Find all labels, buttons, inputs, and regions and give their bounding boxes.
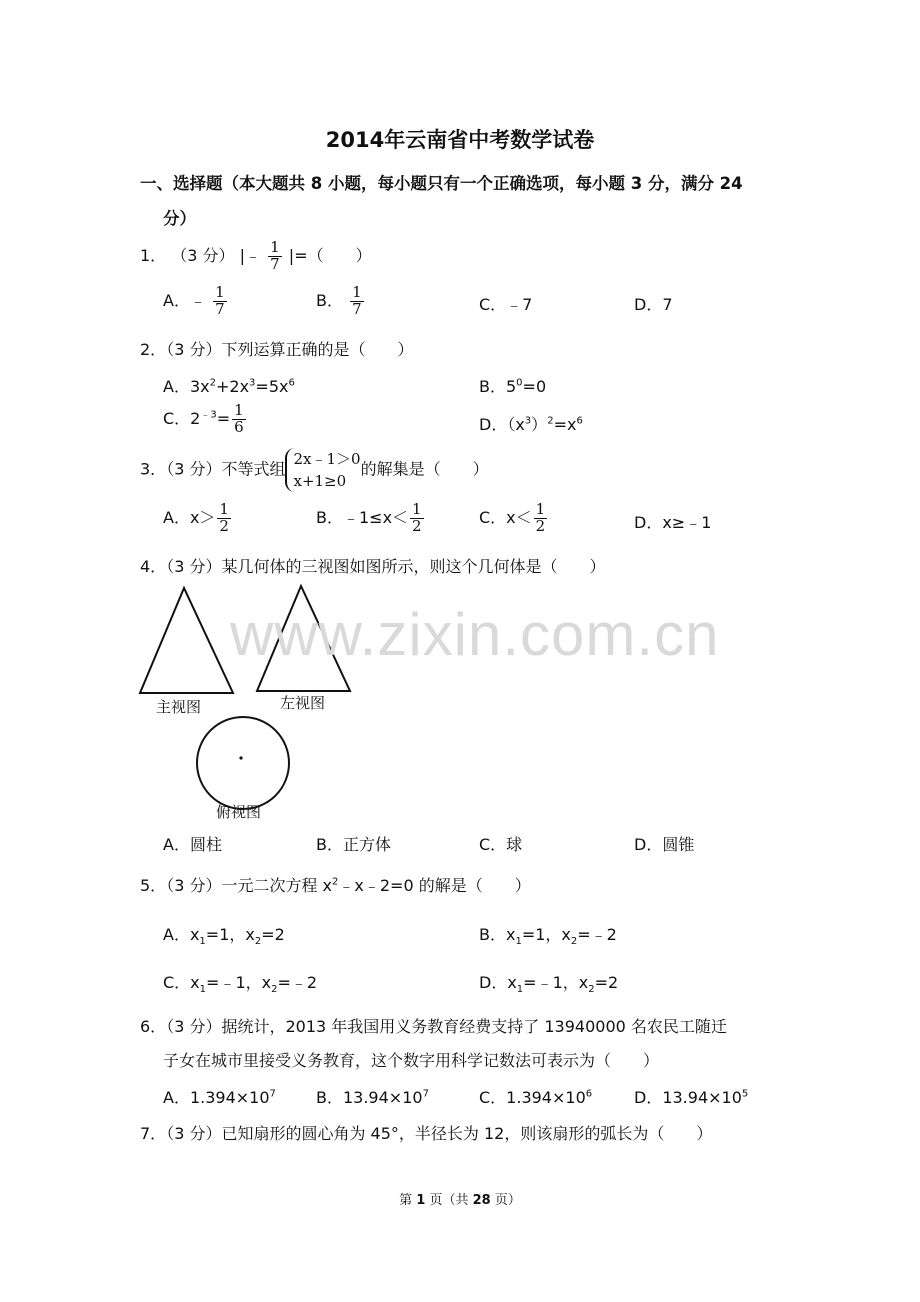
q6-option-c: C．$1.394\times 10^6$ (479, 1088, 593, 1107)
left-view-label: 左视图 (280, 694, 326, 712)
q2-option-b: B．$5^0=0$ (479, 377, 547, 396)
question-4: 4．（3 分）某几何体的三视图如图所示，则这个几何体是（ ） (140, 557, 606, 576)
fraction: $\frac{1}{7}$ (270, 238, 280, 273)
q5-option-b: B．$x_1=1$，$x_2=﹣2$ (479, 925, 617, 948)
page-footer: 第 1 页（共 28 页） (399, 1193, 521, 1208)
q3-option-d: D．x≥﹣1 (634, 513, 712, 532)
question-1 (140, 240, 372, 273)
inequality-system: 2x﹣1＞0 x+1≥0 (285, 448, 360, 492)
q4-option-a: A．圆柱 (163, 835, 222, 854)
question-score: （3 分） (171, 245, 235, 265)
question-tail: |=（ ） (288, 245, 372, 265)
q5-option-d: D．$x_1=﹣1$，$x_2=2$ (479, 973, 619, 996)
q1-option-d: D．7 (634, 295, 673, 314)
q3-option-c: C．x＜ $\frac{1}{2}$ (479, 500, 546, 535)
abs-open: |﹣ (239, 245, 262, 265)
q2-option-d: D．$(x^3)^2=x^6$ (479, 415, 583, 434)
question-number: 1． (140, 245, 167, 265)
question-7: 7．（3 分）已知扇形的圆心角为 45°，半径长为 12，则该扇形的弧长为（ ） (140, 1124, 713, 1143)
q6-option-a: A．$1.394\times 10^7$ (163, 1088, 276, 1107)
section-heading-cont: 分） (163, 209, 196, 228)
top-view-circle (197, 717, 289, 809)
question-6-cont: 子女在城市里接受义务教育，这个数字用科学记数法可表示为（ ） (163, 1051, 660, 1070)
q3-option-b: B．﹣1≤x＜ $\frac{1}{2}$ (316, 500, 422, 535)
q5-option-a: A．$x_1=1$，$x_2=2$ (163, 925, 285, 948)
q4-option-c: C．球 (479, 835, 523, 854)
q4-option-d: D．圆锥 (634, 835, 695, 854)
question-3: 3．（3 分）不等式组 2x﹣1＞0 x+1≥0 的解集是（ ） (140, 450, 489, 490)
q6-option-d: D．$13.94\times 10^5$ (634, 1088, 749, 1107)
page-title: 2014年云南省中考数学试卷 (325, 128, 595, 152)
q1-option-b: B． $\frac{1}{7}$ (316, 283, 362, 318)
center-dot (239, 756, 242, 759)
question-2: 2．（3 分）下列运算正确的是（ ） (140, 340, 414, 359)
question-6: 6．（3 分）据统计，2013 年我国用义务教育经费支持了 13940000 名农民工随迁 (140, 1017, 727, 1036)
q3-option-a: A．x＞ $\frac{1}{2}$ (163, 500, 229, 535)
top-view-label: 俯视图 (216, 803, 262, 821)
front-view-triangle (140, 588, 233, 693)
q5-option-c: C．$x_1=﹣1$，$x_2=﹣2$ (163, 973, 318, 996)
watermark: www.zixin.com.cn (230, 601, 720, 668)
q6-option-b: B．$13.94\times 10^7$ (316, 1088, 429, 1107)
q4-option-b: B．正方体 (316, 835, 391, 854)
q2-option-a: A．$3x^2+2x^3=5x^6$ (163, 377, 295, 396)
q1-option-c: C．﹣7 (479, 295, 533, 314)
question-5: 5．（3 分）一元二次方程 $x^2﹣x﹣2=0$ 的解是（ ） (140, 876, 531, 895)
q1-option-a: A．﹣ $\frac{1}{7}$ (163, 283, 225, 318)
q2-option-c: C．$2^{﹣3}=$ $\frac{1}{6}$ (163, 401, 244, 436)
front-view-label: 主视图 (156, 698, 202, 716)
section-heading: 一、选择题（本大题共 8 小题，每小题只有一个正确选项，每小题 3 分，满分 24 (140, 174, 743, 193)
